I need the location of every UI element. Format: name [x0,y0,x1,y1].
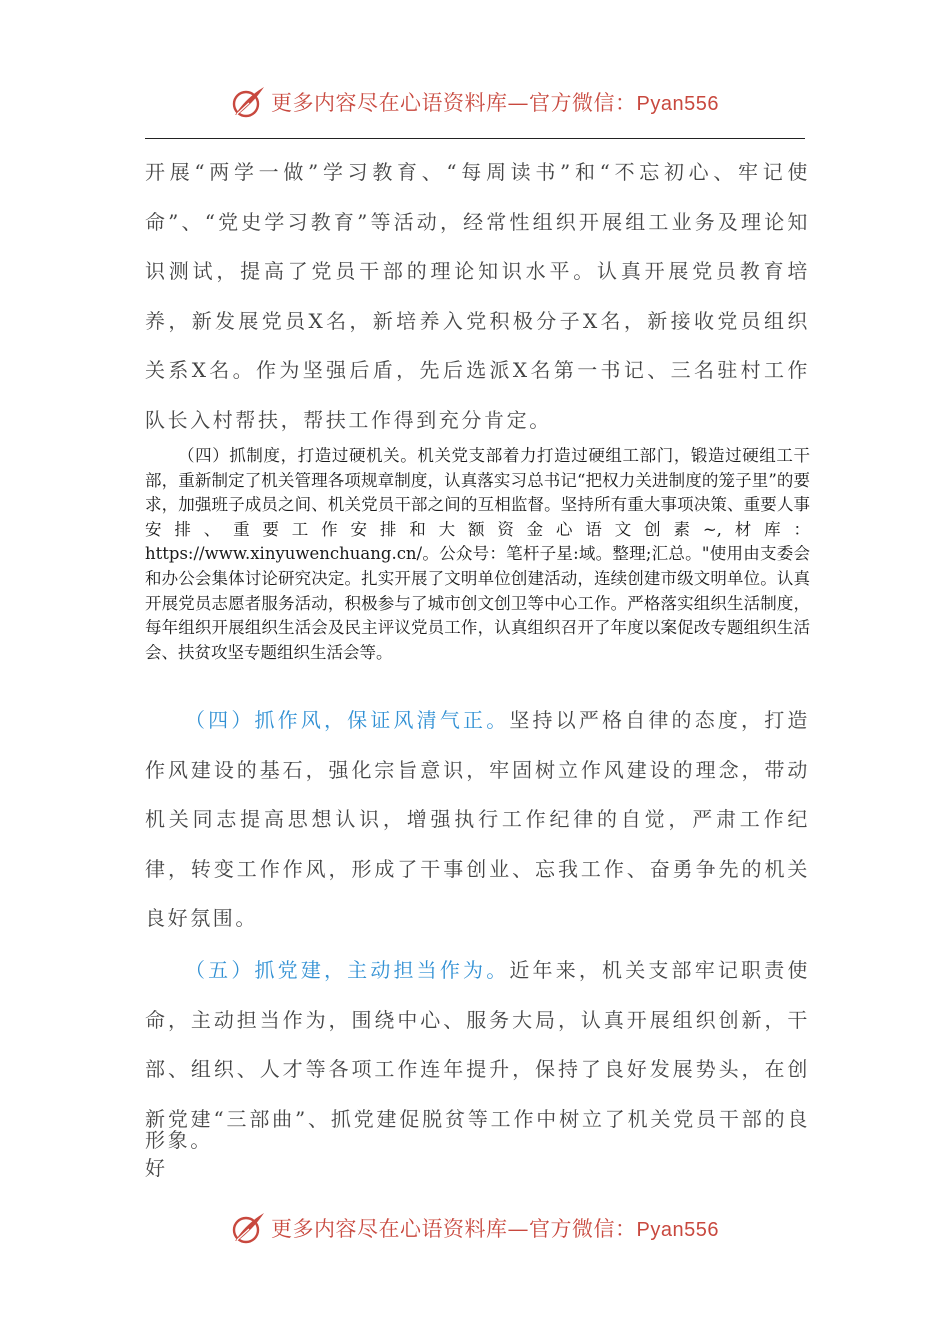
body-paragraph-2: （四）抓制度，打造过硬机关。机关党支部着力打造过硬组工部门，锻造过硬组工干部，重新制定了机关管理各项规章制度，认真落实习总书记“把权力关进制度的笼子里”的要求，加强班子成员之间、机关党员干部之间的互相监督。坚持所有重大事项决策、重要人事安排、重要工作安排和大额资金心语文创素~,材库：https://www.xinyuwenchuang.cn/。公众号：笔杆子星:域。整理;汇总。"使用由支委会和办公会集体讨论研究决定。扎实开展了文明单位创建活动，连续创建市级文明单位。认真开展党员志愿者服务活动，积极参与了城市创文创卫等中心工作。严格落实组织生活制度，每年组织开展组织生活会及民主评议党员工作，认真组织召开了年度以案促改专题组织生活会、扶贫攻坚专题组织生活会等。 [145,446,810,662]
section-heading-style: （四）抓作风，保证风清气正。 [185,708,510,732]
section-heading-party-building: （五）抓党建，主动担当作为。 [185,958,510,982]
footer-brand: Pyan556 [636,1219,719,1241]
header-divider [145,138,805,139]
quill-logo-icon [231,1210,267,1246]
footer-banner [0,1206,950,1250]
header-banner-text: 更多内容尽在心语资料库—官方微信：Pyan556 [271,91,719,115]
section-text-style: 坚持以严格自律的态度，打造作风建设的基石，强化宗旨意识，牢固树立作风建设的理念，带动机关同志提高思想认识，增强执行工作纪律的自觉，严肃工作纪律，转变工作作风，形成了干事创业、忘我工作、奋勇争先的机关良好氛围。 [145,708,810,931]
header-brand: Pyan556 [636,93,719,115]
body-paragraph-5: 形象。 [145,1128,213,1152]
header-banner [0,80,950,124]
section-text-party-building: 近年来，机关支部牢记职责使命，主动担当作为，围绕中心、服务大局，认真开展组织创新，干部、组织、人才等各项工作连年提升，保持了良好发展势头，在创新党建“三部曲”、抓党建促脱贫等工作中树立了机关党员干部的良好 [145,958,810,1181]
body-paragraph-1: 开展“两学一做”学习教育、“每周读书”和“不忘初心、牢记使命”、“党史学习教育”等活动，经常性组织开展组工业务及理论知识测试，提高了党员干部的理论知识水平。认真开展党员教育培养，新发展党员X名，新培养入党积极分子X名，新接收党员组织关系X名。作为坚强后盾，先后选派X名第一书记、三名驻村工作队长入村帮扶，帮扶工作得到充分肯定。 [145,160,810,432]
body-paragraph-3 [145,696,810,944]
footer-banner-text: 更多内容尽在心语资料库—官方微信：Pyan556 [271,1217,719,1241]
quill-logo-icon [231,84,267,120]
